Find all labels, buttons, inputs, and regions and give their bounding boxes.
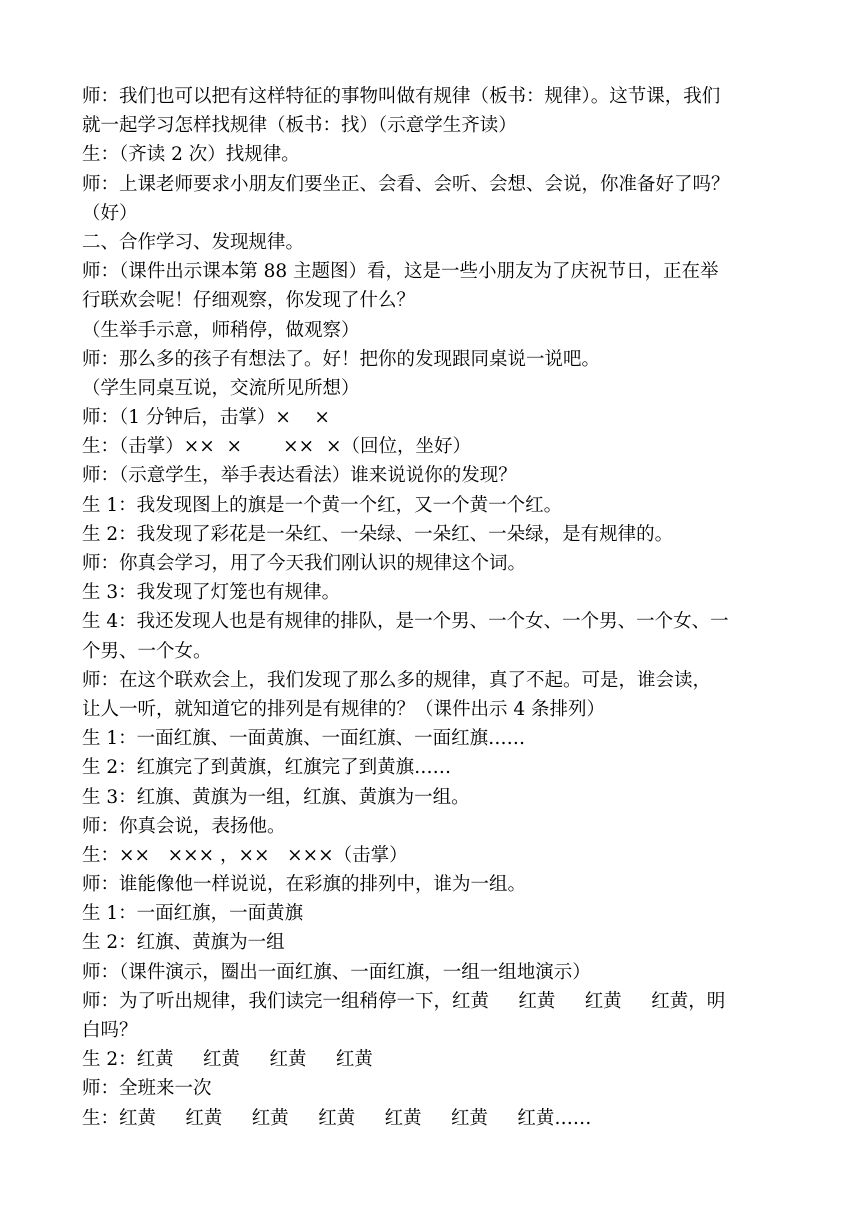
text-line: 师：谁能像他一样说说，在彩旗的排列中，谁为一组。	[82, 874, 527, 896]
text-line: 生 3：我发现了灯笼也有规律。	[82, 582, 341, 604]
text-line: 师：（课件出示课本第 88 主题图）看，这是一些小朋友为了庆祝节日，正在举	[82, 261, 719, 283]
text-line: 师：那么多的孩子有想法了。好！把你的发现跟同桌说一说吧。	[82, 348, 601, 370]
text-line: 师：我们也可以把有这样特征的事物叫做有规律（板书：规律）。这节课，我们	[82, 86, 721, 107]
text-line: 师：全班来一次	[82, 1078, 212, 1100]
text-line: 师：为了听出规律，我们读完一组稍停一下，红黄 红黄 红黄 红黄，明	[82, 990, 726, 1012]
text-line: 生 2：红旗完了到黄旗，红旗完了到黄旗……	[82, 757, 452, 779]
text-line: 白吗？	[82, 1020, 138, 1041]
text-line: 生 4：我还发现人也是有规律的排队，是一个男、一个女、一个男、一个女、一	[82, 611, 729, 633]
text-line: （生举手示意，师稍停，做观察）	[82, 319, 360, 341]
text-line: （学生同桌互说，交流所见所想）	[82, 377, 360, 399]
text-line: 师：你真会学习，用了今天我们刚认识的规律这个词。	[82, 553, 527, 574]
text-line: 生：红黄 红黄 红黄 红黄 红黄 红黄 红黄……	[82, 1107, 592, 1129]
text-line: 生 2：红黄 红黄 红黄 红黄	[82, 1049, 373, 1071]
text-line: 个男、一个女。	[82, 640, 212, 662]
text-line: 师：在这个联欢会上，我们发现了那么多的规律，真了不起。可是，谁会读，	[82, 669, 712, 691]
text-line: 师：（示意学生，举手表达看法）谁来说说你的发现？	[82, 465, 517, 487]
text-line: 生：×× ××× ，×× ×××（击掌）	[82, 844, 408, 866]
text-line: 生：（击掌）×× × ×× ×（回位，坐好）	[82, 436, 471, 458]
text-line: 就一起学习怎样找规律（板书：找）（示意学生齐读）	[82, 115, 517, 137]
section-heading: 二、合作学习、发现规律。	[82, 231, 305, 253]
text-line: 生 2：红旗、黄旗为一组	[82, 932, 285, 954]
text-line: 生：（齐读 2 次）找规律。	[82, 144, 300, 166]
text-line: 师：你真会说，表扬他。	[82, 815, 286, 837]
text-line: 生 3：红旗、黄旗为一组，红旗、黄旗为一组。	[82, 786, 470, 808]
text-line: 师：（课件演示，圈出一面红旗、一面红旗，一组一组地演示）	[82, 961, 591, 983]
text-line: 行联欢会呢！仔细观察，你发现了什么？	[82, 290, 416, 312]
text-line: 师：上课老师要求小朋友们要坐正、会看、会听、会想、会说，你准备好了吗？	[82, 173, 730, 195]
text-line: 生 1：一面红旗、一面黄旗、一面红旗、一面红旗……	[82, 728, 526, 750]
text-line: （好）	[82, 202, 138, 224]
text-line: 生 1：我发现图上的旗是一个黄一个红，又一个黄一个红。	[82, 494, 563, 516]
text-line: 让人一听，就知道它的排列是有规律的？（课件出示 4 条排列）	[82, 698, 606, 720]
document-body	[82, 82, 782, 1133]
text-line: 师：（1 分钟后，击掌）× ×	[82, 407, 330, 429]
text-line: 生 2：我发现了彩花是一朵红、一朵绿、一朵红、一朵绿，是有规律的。	[82, 523, 674, 545]
text-line: 生 1：一面红旗，一面黄旗	[82, 903, 304, 925]
